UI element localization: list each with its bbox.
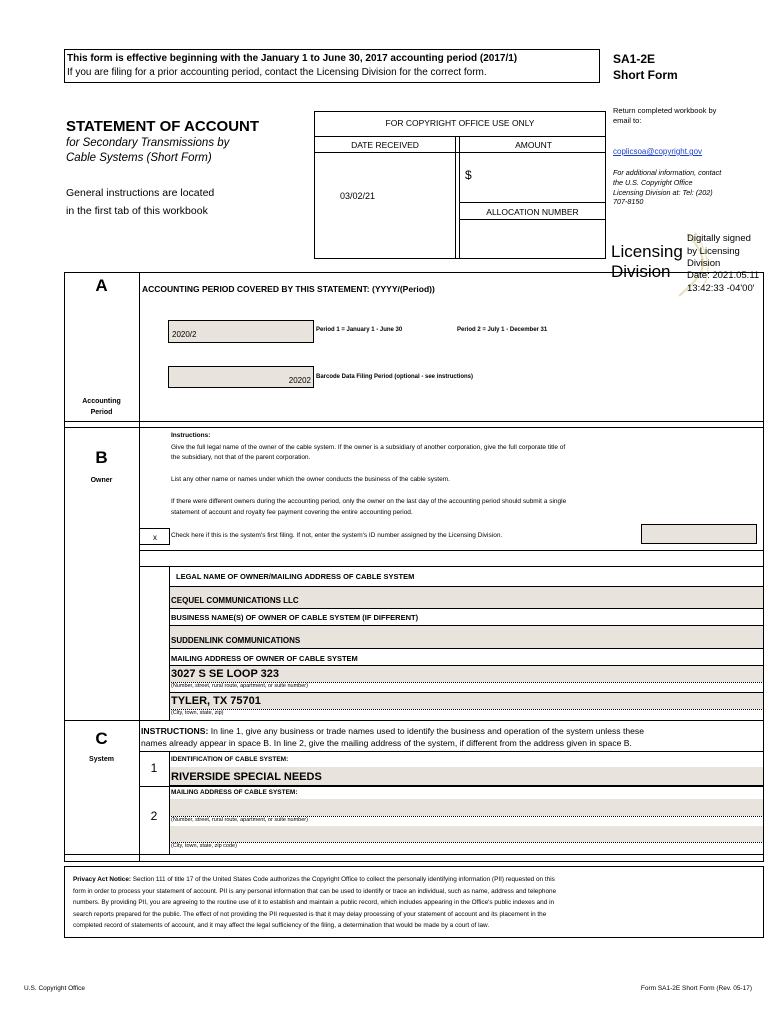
system-name-input[interactable] (170, 767, 763, 785)
city-input[interactable] (170, 693, 763, 709)
privacy-line-4: search reports prepared for the public. The effect of not providing the PII requested is that it may delay processing of your statement of account and its placement in the (73, 910, 547, 918)
legal-name-input[interactable] (170, 587, 763, 608)
privacy-notice (73, 874, 556, 932)
privacy-line-1: Section 111 of title 17 of the United States Code authorizes the Copyright Office to collect the personally identifying information (PII) requested on this (131, 876, 555, 883)
period-2-text: Period 2 = July 1 - December 31 (457, 327, 548, 333)
system-city-input[interactable] (170, 826, 763, 842)
subtitle-line-1: for Secondary Transmissions by (66, 137, 230, 149)
accounting-period-input[interactable] (168, 320, 314, 343)
section-c-instructions-1: In line 1, give any business or trade names used to identify the business and operation of the system unless these (208, 726, 645, 736)
first-filing-mark: x (153, 533, 157, 542)
signature-detail-5: 13:42:33 -04'00' (687, 283, 755, 294)
date-received-value: 03/02/21 (340, 191, 376, 201)
barcode-period-value: 20202 (288, 376, 311, 385)
street-hint: (Number, street, rural route, apartment, or suite number) (171, 683, 308, 689)
barcode-period-input[interactable] (168, 366, 314, 388)
general-instructions-line-1: General instructions are located (66, 187, 215, 199)
footer-left: U.S. Copyright Office (24, 985, 85, 992)
office-use-box (314, 111, 606, 259)
instructions-para-1b: the subsidiary, not that of the parent corporation. (171, 454, 311, 461)
business-name-value: SUDDENLINK COMMUNICATIONS (171, 636, 301, 645)
subtitle-line-2: Cable Systems (Short Form) (66, 152, 212, 164)
form-type: Short Form (613, 68, 678, 82)
signature-detail-1: Digitally signed (687, 233, 751, 244)
city-hint: (City, town, state, zip) (171, 710, 224, 716)
business-name-input[interactable] (170, 626, 763, 648)
system-mailing-label: MAILING ADDRESS OF CABLE SYSTEM: (171, 789, 298, 796)
date-received-label: DATE RECEIVED (351, 140, 419, 150)
return-instructions: Return completed workbook by email to: (613, 106, 717, 125)
system-name-value: RIVERSIDE SPECIAL NEEDS (171, 771, 322, 783)
legal-name-value: CEQUEL COMMUNICATIONS LLC (171, 596, 299, 605)
section-c-instructions (141, 725, 644, 749)
system-street-input[interactable] (170, 799, 763, 816)
line-2-number: 2 (150, 809, 158, 823)
accounting-period-value: 2020/2 (172, 330, 197, 339)
identification-label: IDENTIFICATION OF CABLE SYSTEM: (171, 756, 289, 763)
section-b-label: Owner (90, 477, 113, 484)
email-link[interactable]: coplicsoa@copyright.gov (613, 147, 703, 156)
first-filing-checkbox[interactable] (139, 528, 170, 545)
section-a-label-2: Period (90, 409, 113, 416)
section-c-instructions-2: names already appear in space B. In line 2, give the mailing address of the system, if different from the address given in space B. (141, 738, 632, 748)
street-input[interactable] (170, 666, 763, 682)
instructions-title: Instructions: (171, 432, 211, 439)
legal-name-label: LEGAL NAME OF OWNER/MAILING ADDRESS OF CABLE SYSTEM (176, 572, 415, 581)
privacy-line-5: completed record of statements of account, and it may affect the legal sufficiency of the filing, a determination that would be made by a court of law. (73, 922, 490, 929)
office-use-heading: FOR COPYRIGHT OFFICE USE ONLY (385, 118, 535, 128)
barcode-period-label: Barcode Data Filing Period (optional - see instructions) (316, 374, 474, 380)
mailing-address-label: MAILING ADDRESS OF OWNER OF CABLE SYSTEM (171, 654, 358, 663)
instructions-para-2: List any other name or names under which the owner conducts the business of the cable system. (171, 476, 450, 483)
section-a-label-1: Accounting (82, 398, 121, 405)
system-id-input[interactable] (641, 524, 757, 544)
effective-line: This form is effective beginning with the January 1 to June 30, 2017 accounting period (2017/1) (67, 53, 518, 64)
first-filing-text: Check here if this is the system's first filing. If not, enter the system's ID number assigned by the Licensing Division. (171, 532, 503, 539)
signature-name-1: Licensing (611, 242, 683, 261)
business-name-label: BUSINESS NAME(S) OF OWNER OF CABLE SYSTEM (IF DIFFERENT) (171, 613, 419, 622)
instructions-para-3b: statement of account and royalty fee payment covering the entire accounting period. (171, 509, 413, 516)
privacy-line-3: numbers. By providing PII, you are agreeing to the routine use of it to establish and maintain a public record, which includes appearing in the Office's public indexes and in (73, 899, 555, 906)
accounting-period-heading: ACCOUNTING PERIOD COVERED BY THIS STATEMENT: (YYYY/(Period)) (142, 284, 435, 294)
allocation-number-label: ALLOCATION NUMBER (486, 207, 579, 217)
city-value: TYLER, TX 75701 (171, 695, 261, 707)
section-c-letter: C (95, 729, 108, 748)
page-title: STATEMENT OF ACCOUNT (66, 118, 260, 135)
system-street-hint: (Number, street, rural route, apartment, or suite number) (171, 817, 308, 823)
section-a-letter: A (95, 276, 108, 295)
contact-info: For additional information, contact the U.S. Copyright Office Licensing Division at: Tel: (202) 707-8150 (613, 168, 722, 207)
street-value: 3027 S SE LOOP 323 (171, 668, 280, 680)
footer-right: Form SA1-2E Short Form (Rev. 05-17) (640, 985, 752, 992)
line-1-number: 1 (150, 761, 158, 775)
period-1-text: Period 1 = January 1 - June 30 (316, 327, 403, 333)
privacy-notice-title: Privacy Act Notice: (73, 876, 132, 883)
system-city-hint: (City, town, state, zip code) (171, 843, 237, 849)
prior-line: If you are filing for a prior accounting period, contact the Licensing Division for the correct form. (67, 67, 487, 78)
instructions-para-1a: Give the full legal name of the owner of the cable system. If the owner is a subsidiary of another corporation, give the full corporate title of (171, 444, 566, 451)
privacy-line-2: form in order to process your statement of account. PII is any personal information that can be used to identify or trace an individual, such as name, address and telephone (73, 887, 557, 895)
signature-name-2: Division (611, 262, 671, 281)
general-instructions-line-2: in the first tab of this workbook (66, 205, 208, 217)
section-c-label: System (89, 756, 114, 763)
form-id: SA1-2E (613, 52, 656, 66)
signature-detail-3: Division (687, 258, 721, 269)
instructions-para-3a: If there were different owners during the accounting period, only the owner on the last day of the accounting period should submit a single (171, 498, 567, 505)
amount-dollar-sign: $ (465, 168, 472, 182)
section-c-instructions-bold: INSTRUCTIONS: (141, 726, 209, 736)
signature-detail-2: by Licensing (687, 246, 740, 257)
section-b-letter: B (95, 448, 108, 467)
amount-label: AMOUNT (515, 140, 552, 150)
signature-detail-4: Date: 2021.05.11 (687, 270, 760, 281)
